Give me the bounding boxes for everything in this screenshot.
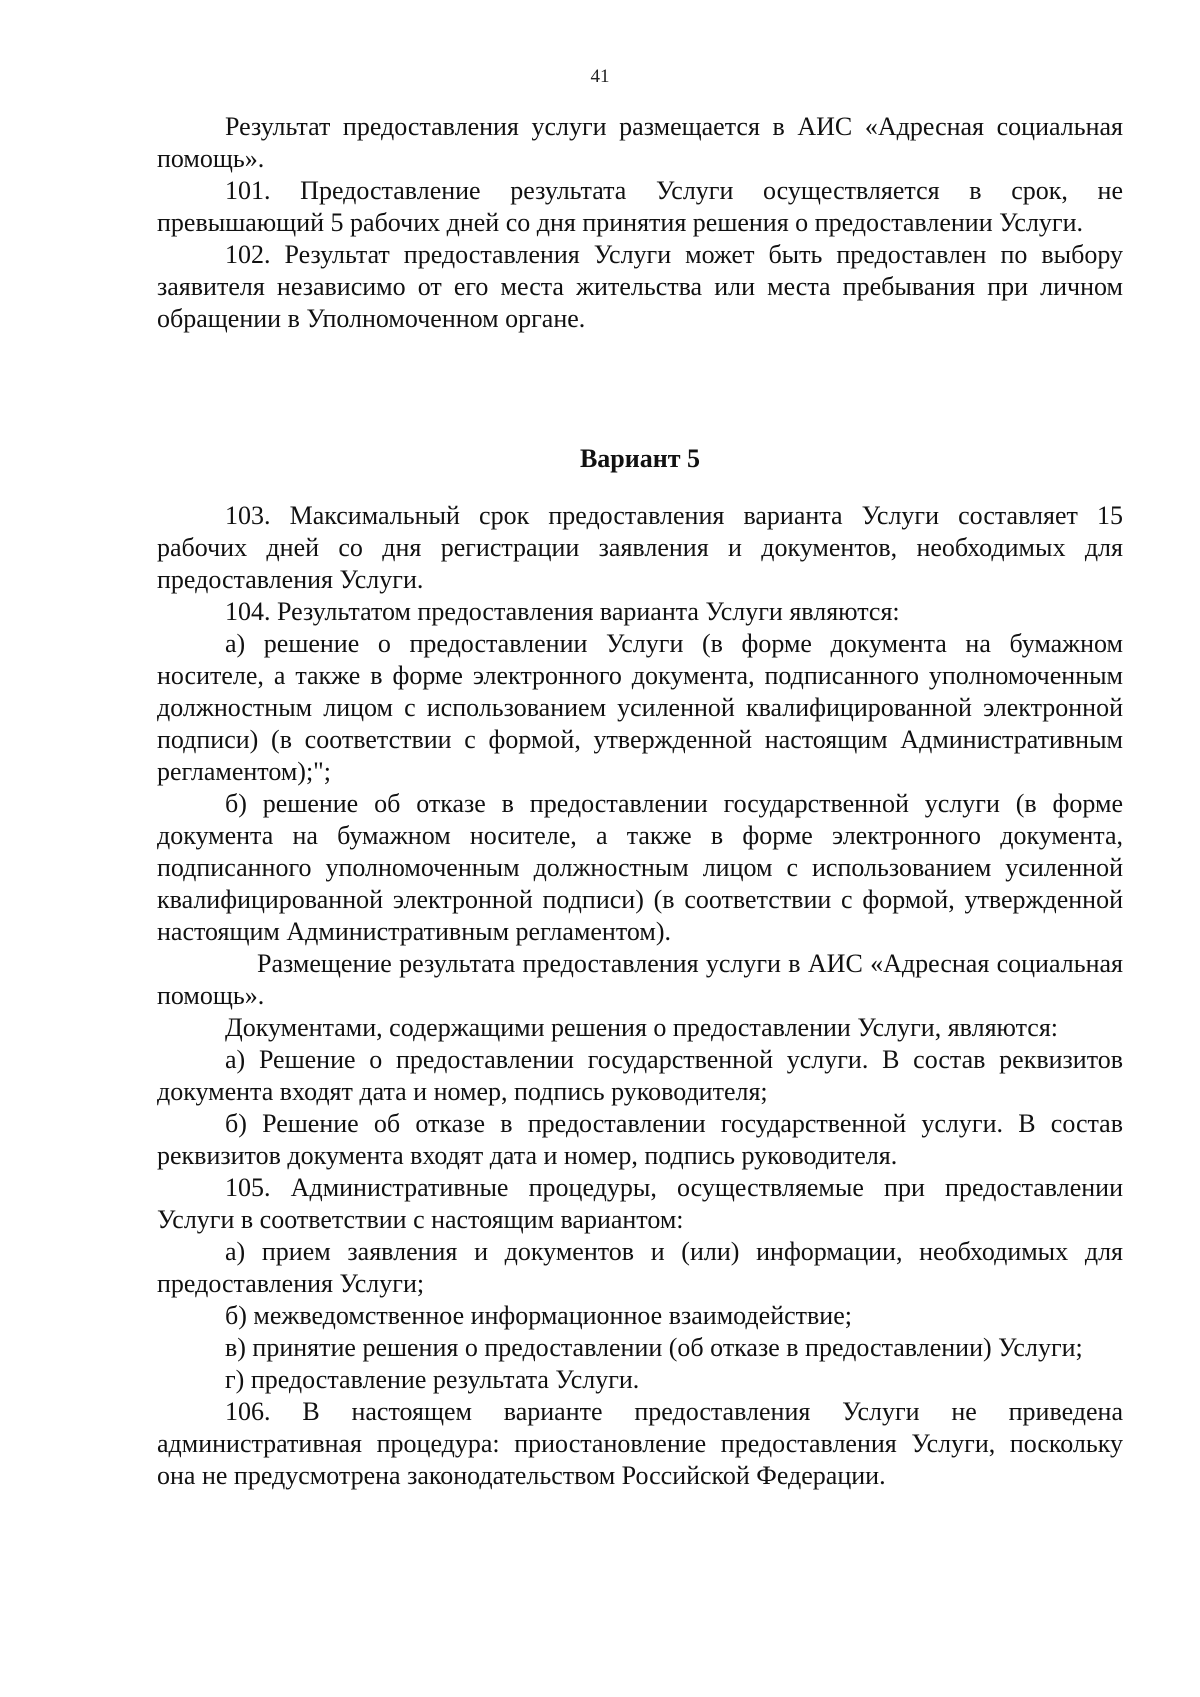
paragraph-104: 104. Результатом предоставления варианта Услуги являются: bbox=[225, 597, 900, 626]
paragraph-105-c: в) принятие решения о предоставлении (об отказе в предоставлении) Услуги; bbox=[225, 1333, 1083, 1362]
paragraph-104-b: б) решение об отказе в предоставлении государственной услуги (в форме документа на бумажном носителе, а также в форме электронного документа, подписанного уполномоченным должностным лицом с использованием усиленной квалифицированной электронной подписи) (в соответствии с формой, утвержденной настоящим Административным регламентом). bbox=[157, 789, 1123, 946]
paragraph-105-b: б) межведомственное информационное взаимодействие; bbox=[225, 1301, 852, 1330]
paragraph-104-a: а) решение о предоставлении Услуги (в форме документа на бумажном носителе, а также в форме электронного документа, подписанного уполномоченным должностным лицом с использованием усиленной квалифицированной электронной подписи) (в соответствии с формой, утвержденной настоящим Административным регламентом);"; bbox=[157, 629, 1123, 786]
paragraph-documents: Документами, содержащими решения о предоставлении Услуги, являются: bbox=[225, 1013, 1059, 1042]
variant-5-section bbox=[157, 500, 1123, 1492]
page-number: 41 bbox=[590, 66, 610, 87]
paragraph-102: 102. Результат предоставления Услуги может быть предоставлен по выбору заявителя независимо от его места жительства или места пребывания при личном обращении в Уполномоченном органе. bbox=[157, 240, 1123, 333]
paragraph-105: 105. Административные процедуры, осуществляемые при предоставлении Услуги в соответствии с настоящим вариантом: bbox=[157, 1173, 1123, 1234]
paragraph-103: 103. Максимальный срок предоставления варианта Услуги составляет 15 рабочих дней со дня регистрации заявления и документов, необходимых для предоставления Услуги. bbox=[157, 501, 1123, 594]
paragraph-106: 106. В настоящем варианте предоставления Услуги не приведена административная процедура: приостановление предоставления Услуги, поскольку она не предусмотрена законодательством Российской Федерации. bbox=[157, 1397, 1123, 1490]
paragraph-101: 101. Предоставление результата Услуги осуществляется в срок, не превышающий 5 рабочих дней со дня принятия решения о предоставлении Услуги. bbox=[157, 176, 1123, 237]
paragraph-105-a: а) прием заявления и документов и (или) информации, необходимых для предоставления Услуги; bbox=[157, 1237, 1123, 1298]
section-heading: Вариант 5 bbox=[579, 444, 701, 473]
top-section bbox=[157, 111, 1123, 335]
paragraph-placement: Размещение результата предоставления услуги в АИС «Адресная социальная помощь». bbox=[157, 949, 1123, 1010]
paragraph-documents-a: а) Решение о предоставлении государственной услуги. В состав реквизитов документа входят дата и номер, подпись руководителя; bbox=[157, 1045, 1123, 1106]
paragraph-documents-b: б) Решение об отказе в предоставлении государственной услуги. В состав реквизитов документа входят дата и номер, подпись руководителя. bbox=[157, 1109, 1123, 1170]
paragraph-result-placement: Результат предоставления услуги размещается в АИС «Адресная социальная помощь». bbox=[157, 112, 1123, 173]
paragraph-105-d: г) предоставление результата Услуги. bbox=[225, 1365, 640, 1394]
